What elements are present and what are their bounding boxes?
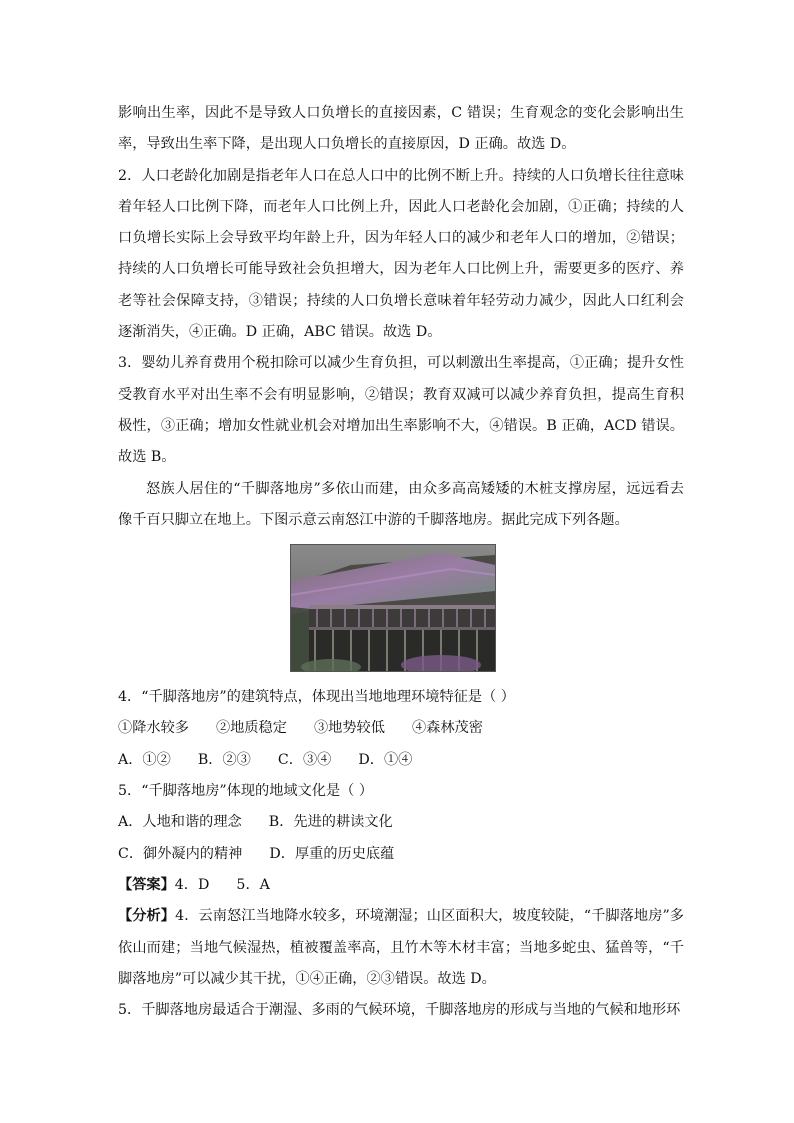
document-content <box>118 98 684 1026</box>
analysis-paragraph <box>118 901 684 995</box>
answer-label: 【答案】 <box>118 876 175 893</box>
question-4-stem: 4．“千脚落地房”的建筑特点，体现出当地地理环境特征是（ ） <box>118 689 515 706</box>
question-4-choices: A．①② B．②③ C．③④ D．①④ <box>118 751 413 768</box>
analysis-q5-paragraph: 5．千脚落地房最适合于潮湿、多雨的气候环境，千脚落地房的形成与当地的气候和地形环 <box>118 1002 681 1019</box>
question-4-items: ①降水较多 ②地质稳定 ③地势较低 ④森林茂密 <box>118 720 483 737</box>
paragraph-explanation-2: 2．人口老龄化加剧是指老年人口在总人口中的比例不断上升。持续的人口负增长往往意味着年轻人口比例下降，而老年人口比例上升，因此人口老龄化会加剧，①正确；持续的人口负增长实际上会导致平均年龄上升，因为年轻人口的减少和老年人口的增加，②错误；持续的人口负增长可能导致社会负担增大，因为老年人口比例上升，需要更多的医疗、养老等社会保障支持，③错误；持续的人口负增长意味着年轻劳动力减少，因此人口红利会逐渐消失，④正确。D 正确，ABC 错误。故选 D。 <box>118 167 684 341</box>
answer-text: 4．D 5．A <box>174 876 270 893</box>
analysis-text: 4．云南怒江当地降水较多，环境潮湿；山区面积大，坡度较陡，“千脚落地房”多依山而建；当地气候湿热，植被覆盖率高，且竹木等木材丰富；当地多蛇虫、猛兽等，“千脚落地房”可以减少其干扰，①④正确，②③错误。故选 D。 <box>118 908 684 987</box>
question-5-choices-ab: A．人地和谐的理念 B．先进的耕读文化 <box>118 814 393 831</box>
paragraph-explanation-3: 3．婴幼儿养育费用个税扣除可以减少生育负担，可以刺激出生率提高，①正确；提升女性受教育水平对出生率不会有明显影响，②错误；教育双减可以减少养育负担，提高生育积极性，③正确；增加女性就业机会对增加出生率影响不大，④错误。B 正确，ACD 错误。故选 B。 <box>118 355 684 466</box>
analysis-label: 【分析】 <box>118 908 176 925</box>
question-5-choices-cd: C．御外凝内的精神 D．厚重的历史底蕴 <box>118 845 395 862</box>
figure-container <box>118 544 684 672</box>
question-5-stem: 5．“千脚落地房”体现的地域文化是（ ） <box>118 783 374 800</box>
paragraph-continuation: 影响出生率，因此不是导致人口负增长的直接因素，C 错误；生育观念的变化会影响出生率，导致出生率下降，是出现人口负增长的直接原因，D 正确。故选 D。 <box>118 105 684 153</box>
answer-line <box>118 870 684 901</box>
paragraph-material-intro: 怒族人居住的“千脚落地房”多依山而建，由众多高高矮矮的木桩支撑房屋，远远看去像千百只脚立在地上。下图示意云南怒江中游的千脚落地房。据此完成下列各题。 <box>118 480 684 528</box>
stilt-house-image <box>291 545 495 671</box>
stilt-house-photo <box>290 544 496 672</box>
